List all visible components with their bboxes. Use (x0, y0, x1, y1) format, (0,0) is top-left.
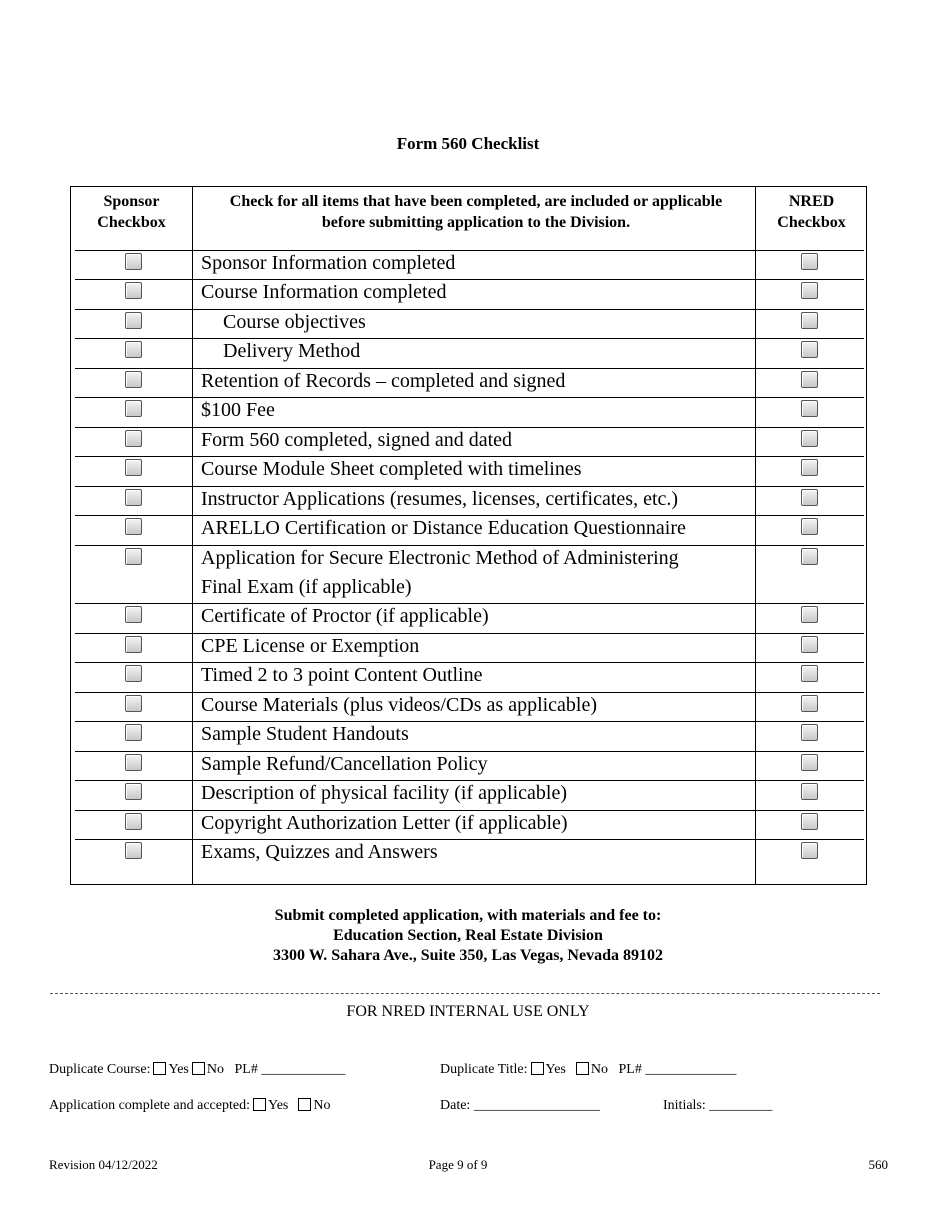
nred-checkbox[interactable] (801, 606, 818, 623)
item-label: Description of physical facility (if applicable) (201, 782, 567, 804)
sponsor-checkbox[interactable] (125, 724, 142, 741)
yes-label: Yes (267, 1098, 289, 1113)
sponsor-checkbox[interactable] (125, 548, 142, 565)
submit-line: Submit completed application, with materials and fee to: (274, 907, 662, 924)
item-label: Course Module Sheet completed with timelines (201, 458, 582, 480)
duplicate-title-yes-checkbox[interactable] (531, 1062, 544, 1075)
nred-checkbox[interactable] (801, 813, 818, 830)
duplicate-title-field (440, 1061, 736, 1079)
sponsor-checkbox[interactable] (125, 459, 142, 476)
submission-instructions (0, 906, 936, 966)
nred-checkbox[interactable] (801, 459, 818, 476)
submit-address-name: Education Section, Real Estate Division (333, 927, 603, 944)
item-label: CPE License or Exemption (201, 635, 420, 657)
sponsor-checkbox[interactable] (125, 430, 142, 447)
item-label: ARELLO Certification or Distance Education Questionnaire (201, 517, 686, 539)
application-accepted-field (49, 1097, 330, 1115)
initials-field[interactable]: Initials: _________ (663, 1098, 773, 1113)
table-row (75, 279, 864, 309)
sponsor-checkbox[interactable] (125, 518, 142, 535)
duplicate-course-label: Duplicate Course: (49, 1062, 151, 1077)
item-label: Course Information completed (201, 281, 447, 303)
item-label: Sample Refund/Cancellation Policy (201, 753, 488, 775)
header-instructions: Check for all items that have been completed, are included or applicable before submitting application to the Division. (229, 193, 723, 231)
sponsor-checkbox[interactable] (125, 695, 142, 712)
duplicate-course-yes-checkbox[interactable] (153, 1062, 166, 1075)
sponsor-checkbox[interactable] (125, 665, 142, 682)
item-label: Sponsor Information completed (201, 252, 456, 274)
table-row (75, 603, 864, 633)
item-label: Form 560 completed, signed and dated (201, 429, 513, 451)
table-row (75, 397, 864, 427)
cut-line-divider (50, 993, 880, 994)
table-row (75, 338, 864, 368)
no-label: No (590, 1062, 608, 1077)
submit-address-street: 3300 W. Sahara Ave., Suite 350, Las Vegas, Nevada 89102 (273, 947, 663, 964)
nred-checkbox[interactable] (801, 842, 818, 859)
duplicate-title-label: Duplicate Title: (440, 1062, 528, 1077)
sponsor-checkbox[interactable] (125, 636, 142, 653)
nred-checkbox[interactable] (801, 430, 818, 447)
sponsor-checkbox[interactable] (125, 606, 142, 623)
nred-checkbox[interactable] (801, 282, 818, 299)
yes-label: Yes (545, 1062, 566, 1077)
item-label: Retention of Records – completed and signed (201, 370, 566, 392)
sponsor-checkbox[interactable] (125, 253, 142, 270)
item-label: Certificate of Proctor (if applicable) (201, 605, 489, 627)
table-row (75, 309, 864, 339)
table-row (75, 751, 864, 781)
nred-checkbox[interactable] (801, 518, 818, 535)
sponsor-checkbox[interactable] (125, 489, 142, 506)
table-row (75, 456, 864, 486)
table-row (75, 780, 864, 810)
revision-date: Revision 04/12/2022 (49, 1157, 158, 1172)
header-sponsor: Sponsor Checkbox (97, 193, 166, 231)
table-row (75, 368, 864, 398)
table-row (75, 839, 864, 885)
application-accepted-label: Application complete and accepted: (49, 1098, 250, 1113)
nred-checkbox[interactable] (801, 695, 818, 712)
nred-checkbox[interactable] (801, 548, 818, 565)
item-label: Course Materials (plus videos/CDs as applicable) (201, 694, 598, 716)
nred-checkbox[interactable] (801, 400, 818, 417)
duplicate-course-no-checkbox[interactable] (192, 1062, 205, 1075)
table-row (75, 250, 864, 280)
no-label: No (313, 1098, 331, 1113)
nred-checkbox[interactable] (801, 783, 818, 800)
sponsor-checkbox[interactable] (125, 282, 142, 299)
sponsor-checkbox[interactable] (125, 813, 142, 830)
sponsor-checkbox[interactable] (125, 400, 142, 417)
pl-number-title[interactable]: PL# _____________ (618, 1062, 737, 1077)
date-field[interactable]: Date: __________________ (440, 1098, 600, 1113)
table-row (75, 662, 864, 692)
nred-checkbox[interactable] (801, 371, 818, 388)
table-row (75, 692, 864, 722)
table-row (75, 486, 864, 516)
page-title: Form 560 Checklist (396, 134, 540, 153)
item-label: Application for Secure Electronic Method of Administering (201, 547, 679, 569)
pl-number-course[interactable]: PL# ____________ (234, 1062, 346, 1077)
sponsor-checkbox[interactable] (125, 341, 142, 358)
sponsor-checkbox[interactable] (125, 783, 142, 800)
header-nred: NRED Checkbox (777, 193, 846, 231)
sponsor-checkbox[interactable] (125, 371, 142, 388)
table-row (75, 545, 864, 604)
item-label: Exams, Quizzes and Answers (201, 841, 438, 863)
item-label: $100 Fee (201, 399, 275, 421)
accepted-no-checkbox[interactable] (298, 1098, 311, 1111)
nred-checkbox[interactable] (801, 489, 818, 506)
item-label: Timed 2 to 3 point Content Outline (201, 664, 483, 686)
nred-checkbox[interactable] (801, 754, 818, 771)
table-row (75, 633, 864, 663)
yes-label: Yes (168, 1062, 189, 1077)
item-label: Course objectives (223, 311, 366, 333)
nred-checkbox[interactable] (801, 253, 818, 270)
table-row (75, 810, 864, 840)
checklist-table (70, 186, 867, 885)
table-row (75, 721, 864, 751)
item-label: Copyright Authorization Letter (if applicable) (201, 812, 568, 834)
internal-use-heading: FOR NRED INTERNAL USE ONLY (346, 1003, 590, 1020)
duplicate-title-no-checkbox[interactable] (576, 1062, 589, 1075)
table-row (75, 515, 864, 545)
nred-checkbox[interactable] (801, 341, 818, 358)
table-row (75, 427, 864, 457)
no-label: No (206, 1062, 224, 1077)
form-number: 560 (868, 1157, 888, 1172)
nred-checkbox[interactable] (801, 312, 818, 329)
accepted-yes-checkbox[interactable] (253, 1098, 266, 1111)
nred-checkbox[interactable] (801, 665, 818, 682)
page-number: Page 9 of 9 (428, 1157, 488, 1172)
item-label: Sample Student Handouts (201, 723, 409, 745)
sponsor-checkbox[interactable] (125, 754, 142, 771)
item-label: Instructor Applications (resumes, licenses, certificates, etc.) (201, 488, 679, 510)
item-label-continued: Final Exam (if applicable) (201, 576, 412, 598)
sponsor-checkbox[interactable] (125, 312, 142, 329)
duplicate-course-field (49, 1061, 345, 1079)
item-label: Delivery Method (223, 340, 361, 362)
sponsor-checkbox[interactable] (125, 842, 142, 859)
nred-checkbox[interactable] (801, 636, 818, 653)
nred-checkbox[interactable] (801, 724, 818, 741)
